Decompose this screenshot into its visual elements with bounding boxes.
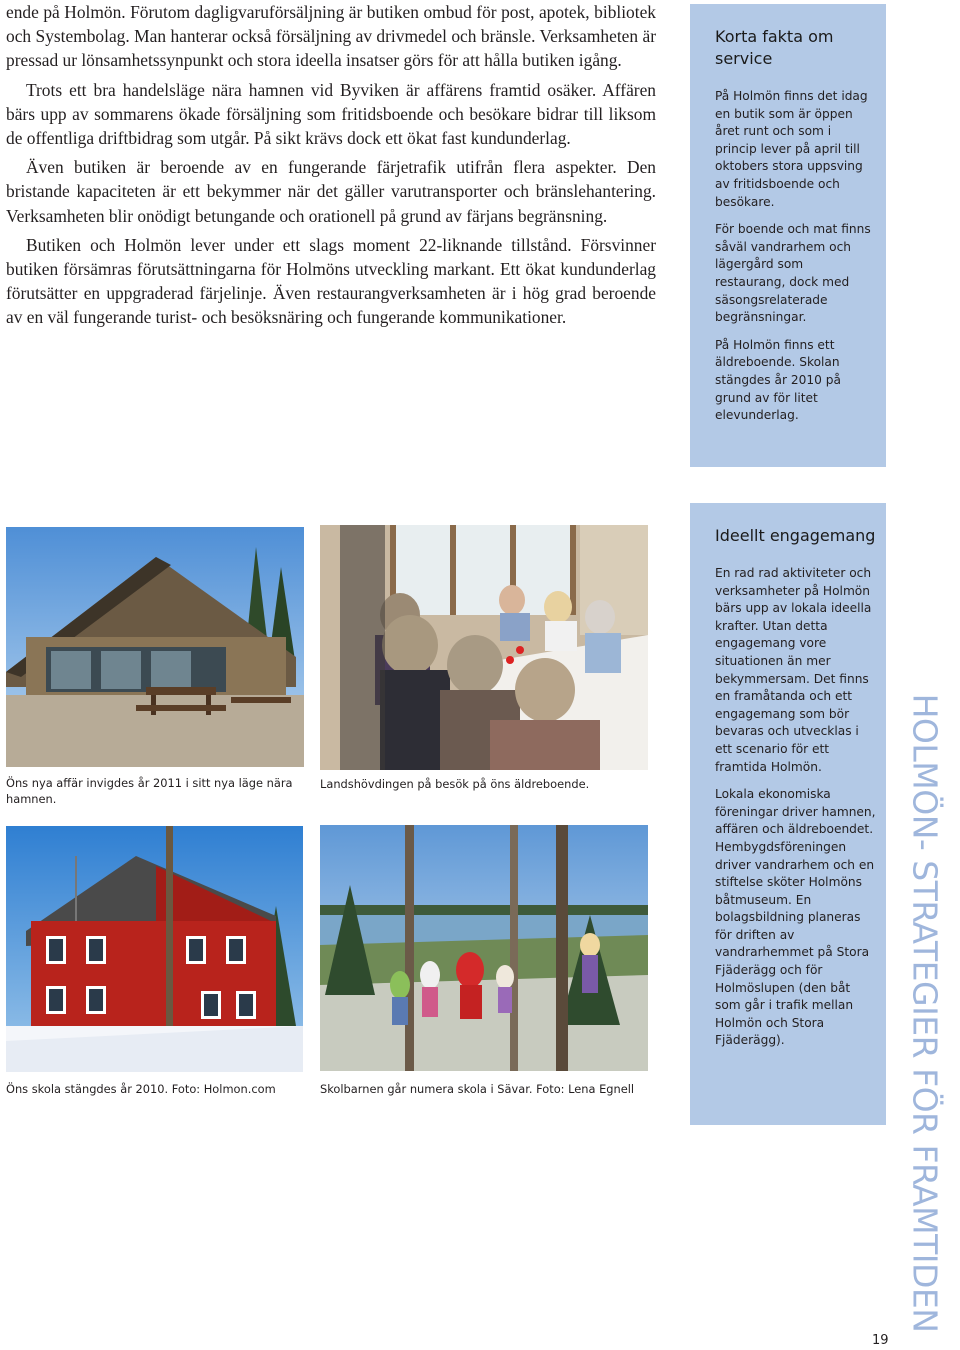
fact-box-paragraph: För boende och mat finns såväl vandrarhem och lägergård som restaurang, dock med säsongsrelaterade begränsningar. bbox=[715, 222, 871, 325]
caption-shop: Öns nya affär invigdes år 2011 i sitt nya läge nära hamnen. bbox=[6, 776, 293, 806]
fact-box-heading: Korta fakta om service bbox=[715, 27, 834, 68]
caption-children: Skolbarnen går numera skola i Sävar. Foto: Lena Egnell bbox=[320, 1082, 635, 1096]
fact-box-heading: Ideellt engagemang bbox=[715, 526, 876, 545]
fact-box-paragraph: På Holmön finns det idag en butik som är öppen året runt och som i princip lever på april till oktobers stora uppsving av fritidsboende och besökare. bbox=[715, 89, 868, 209]
vertical-title-text: HOLMÖN- STRATEGIER FÖR FRAMTIDEN bbox=[905, 693, 945, 1332]
fact-box-paragraph: Lokala ekonomiska föreningar driver hamnen, affären och äldreboendet. Hembygdsföreningen driver vandrarhem och en stiftelse sköter Holmöns båtmuseum. En bolagsbildning planeras för driften av vandrarhemmet på Stora Fjäderägg och för Holmöslupen (den båt som går i trafik mellan Holmön och Stora Fjäderägg). bbox=[715, 787, 876, 1048]
fact-box-service bbox=[690, 4, 886, 467]
body-paragraph-2: Trots ett bra handelsläge nära hamnen vid Byviken är affärens framtid osäker. Affären bärs upp av sommarens ökade försäljning som fritidsboende och besökare bidrar till liksom de offentliga driftbidrag som utgår. På sikt krävs dock ett ökat fast kundunderlag. bbox=[6, 79, 656, 149]
photo-governor-visit bbox=[320, 525, 648, 770]
fact-box-paragraph: En rad rad aktiviteter och verksamheter på Holmön bärs upp av lokala ideella krafter. Utan detta engagemang vore situationen än mer bekymmersam. Det finns en framåtanda och ett engagemang som bör bevaras och utvecklas i ett scenario för ett framtida Holmön. bbox=[715, 566, 872, 774]
page-number: 19 bbox=[872, 1333, 889, 1348]
caption-governor: Landshövdingen på besök på öns äldreboende. bbox=[320, 777, 590, 791]
photo-shop bbox=[6, 527, 304, 767]
vertical-document-title bbox=[895, 693, 955, 1332]
photo-children bbox=[320, 825, 648, 1071]
fact-box-paragraph: På Holmön finns ett äldreboende. Skolan stängdes år 2010 på grund av för litet elevunderlag. bbox=[715, 337, 841, 423]
body-paragraph-3: Även butiken är beroende av en fungerande färjetrafik utifrån flera aspekter. Den bristande kapaciteten är ett bekymmer när det gäller varutransporter och bränslehantering. Verksamheten blir onödigt betungande och orationell på grund av färjans begränsning. bbox=[6, 157, 656, 226]
photo-school bbox=[6, 826, 303, 1072]
caption-school: Öns skola stängdes år 2010. Foto: Holmon.com bbox=[6, 1082, 276, 1096]
body-paragraph-1: ende på Holmön. Förutom dagligvaruförsäljning är butiken ombud för post, apotek, bibliotek och Systembolag. Man hanterar också försäljning av drivmedel och bränsle. Verksamheten är pressad ur lönsamhetssynpunkt och stora ideella insatser görs för att hålla butiken igång. bbox=[6, 2, 656, 71]
fact-box-engagement bbox=[690, 503, 886, 1125]
body-text bbox=[6, 0, 656, 335]
body-paragraph-4: Butiken och Holmön lever under ett slags moment 22-liknande tillstånd. Försvinner butiken försämras förutsättningarna för Holmöns utveckling markant. Ett ökat kundunderlag förutsätter en uppgraderad färjelinje. Även restaurangverksamheten är i hög grad beroende av en väl fungerande turist- och besöksnäring och fungerande kommunikationer. bbox=[6, 234, 656, 328]
